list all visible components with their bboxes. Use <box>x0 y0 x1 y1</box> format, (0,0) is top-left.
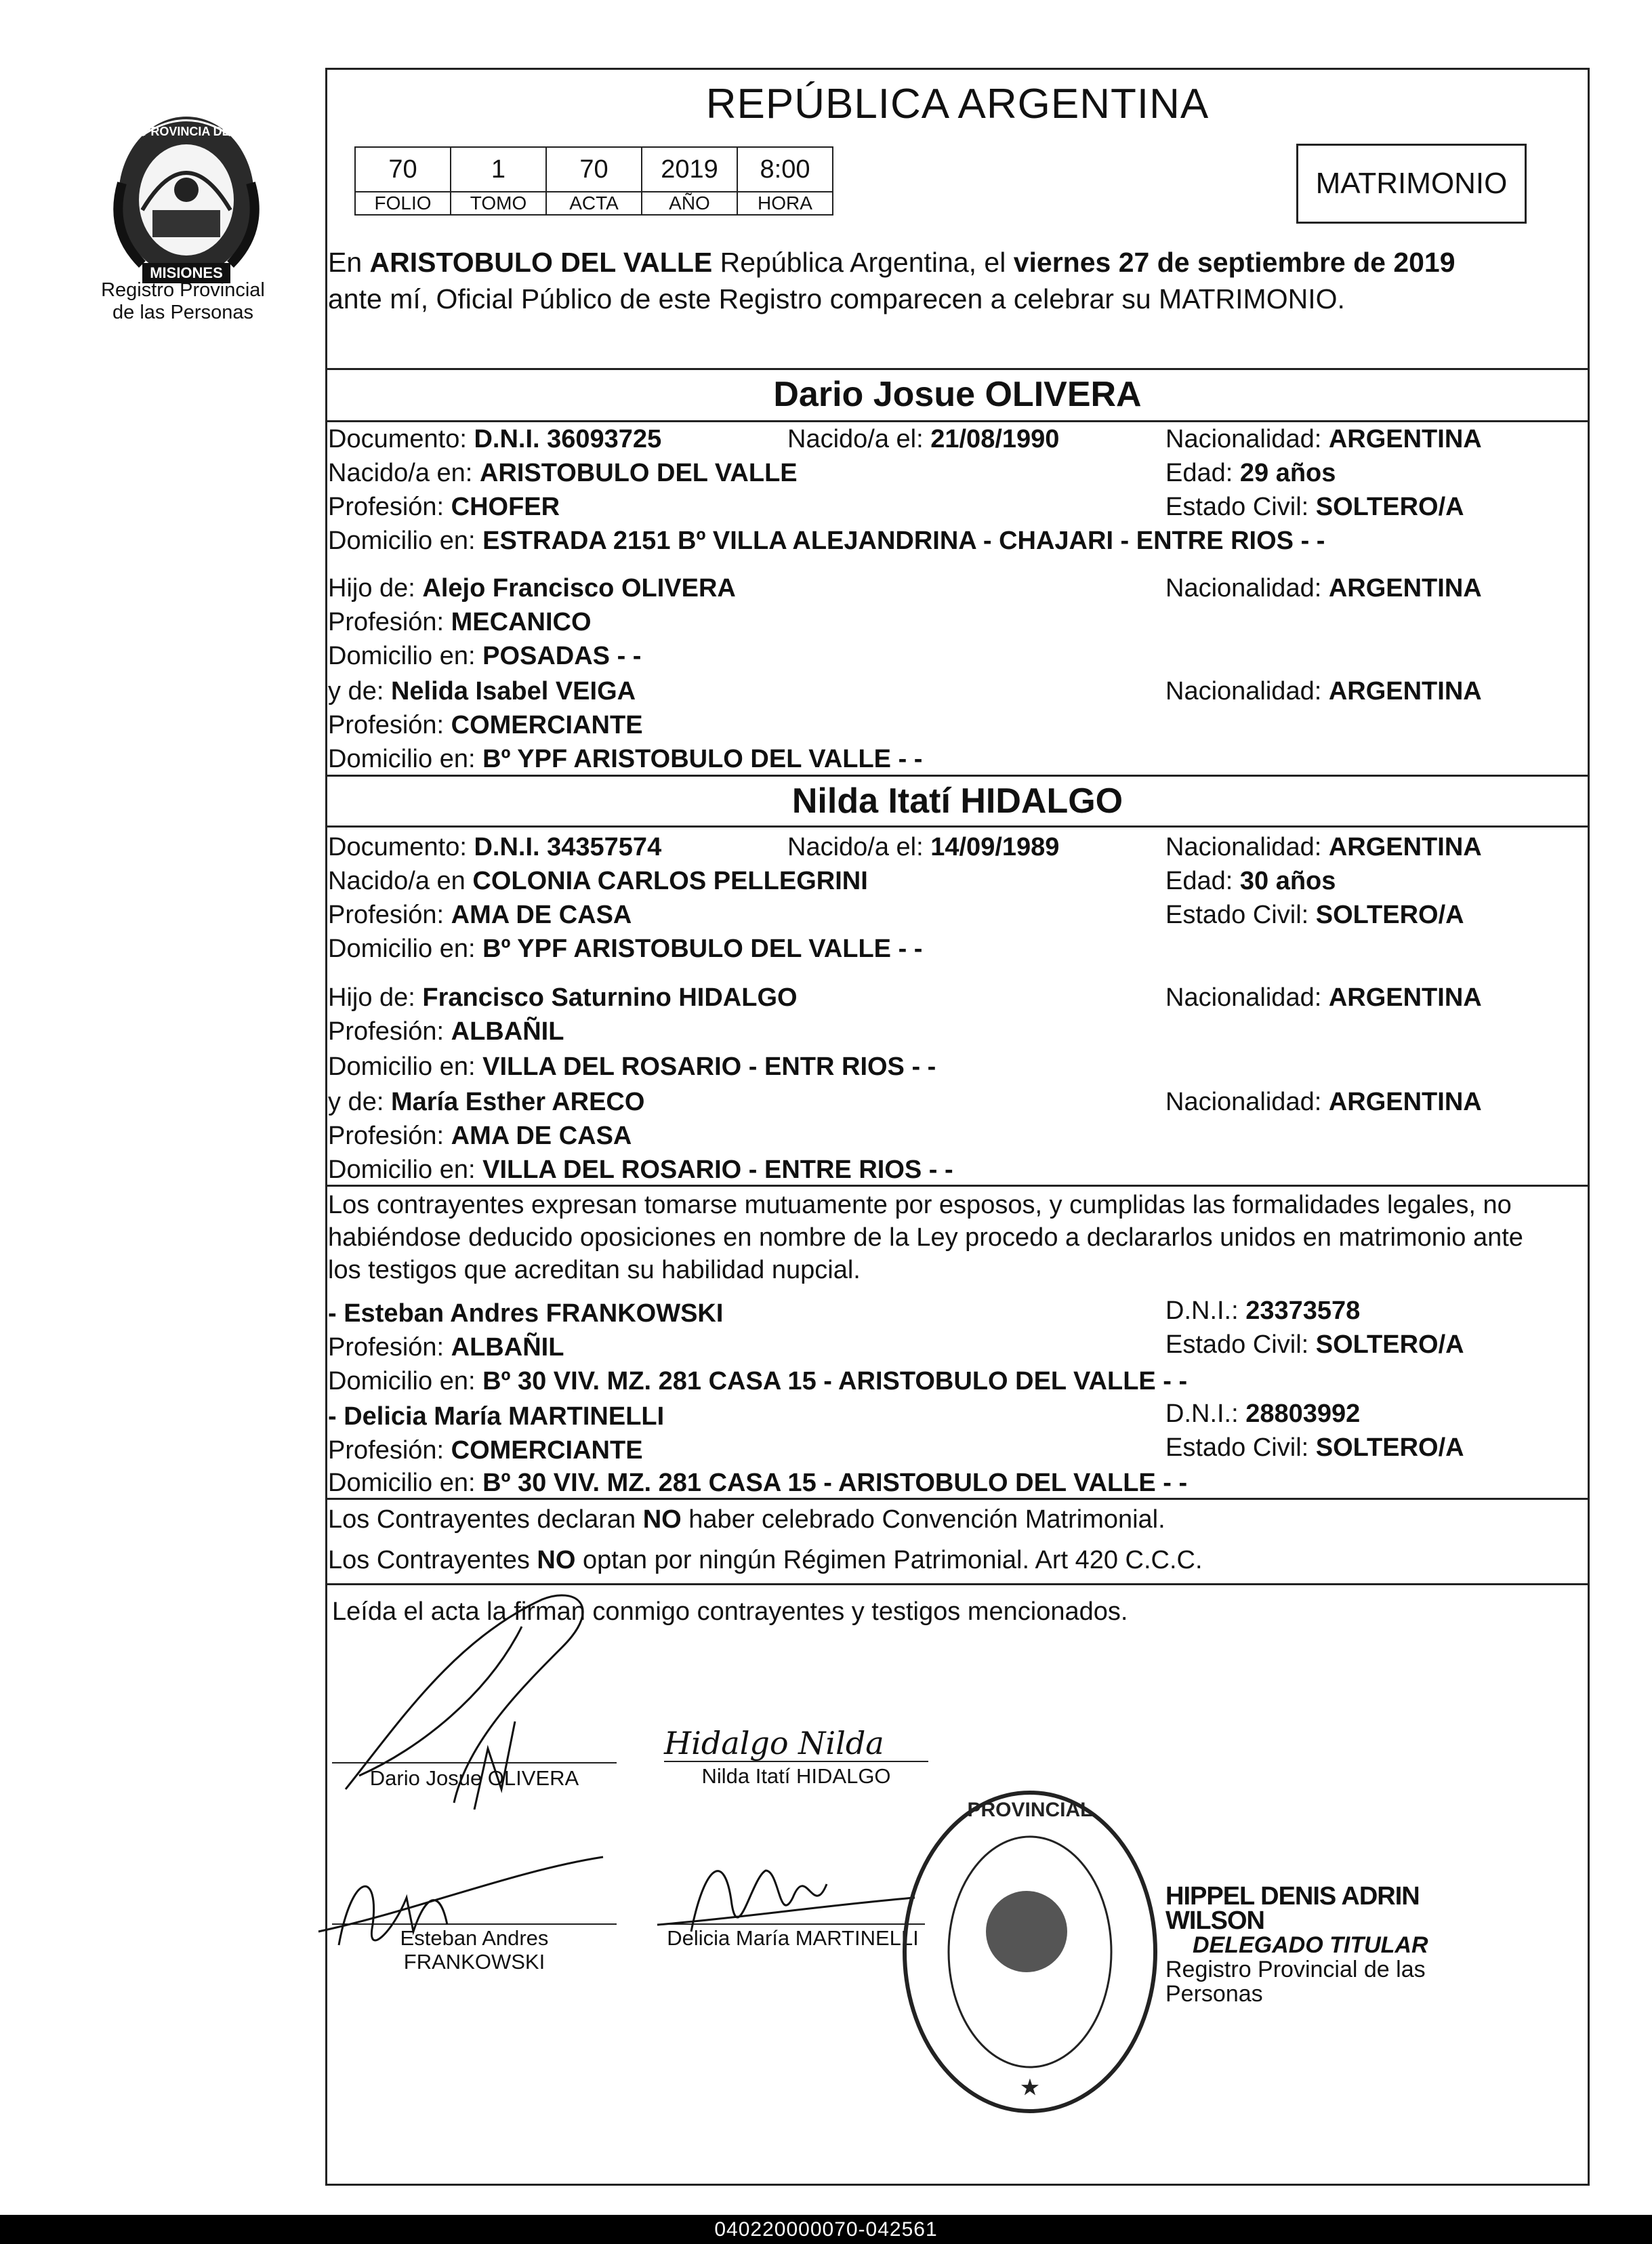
c1-madre-profesion <box>328 710 643 740</box>
value: ARGENTINA <box>1328 983 1482 1012</box>
intro-line2: ante mí, Oficial Público de este Registro comparecen a celebrar su MATRIMONIO. <box>328 283 1345 314</box>
declaracion-line: habiéndose deducido oposiciones en nombre de la Ley procedo a declararlos unidos en matrimonio ante <box>328 1223 1523 1252</box>
folio-table <box>354 146 833 216</box>
tomo-value: 1 <box>451 147 546 192</box>
value: COMERCIANTE <box>451 711 643 739</box>
svg-text:MISIONES: MISIONES <box>150 264 223 281</box>
registro-line1: Registro Provincial <box>101 279 265 301</box>
label: y de: <box>328 1088 384 1116</box>
contrayente1-name: Dario Josue OLIVERA <box>773 375 1142 414</box>
label: Domicilio en: <box>328 1469 476 1497</box>
label: Nacionalidad: <box>1165 574 1322 603</box>
testigo2-dni <box>1165 1399 1360 1429</box>
sig1-label: Dario Josue OLIVERA <box>369 1766 579 1790</box>
value: ARGENTINA <box>1328 574 1482 603</box>
testigo1-domicilio <box>328 1366 1187 1396</box>
c1-madre <box>328 676 636 706</box>
label: Estado Civil: <box>1165 1433 1309 1462</box>
testigo1-dni <box>1165 1296 1360 1326</box>
c1-padre-domicilio <box>328 641 641 671</box>
label: Nacionalidad: <box>1165 1088 1322 1116</box>
value: ARGENTINA <box>1328 677 1482 706</box>
intro-line1 <box>328 244 1455 281</box>
label: Profesión: <box>328 608 445 636</box>
value: MECANICO <box>451 608 592 636</box>
label: Nacionalidad: <box>1165 425 1322 453</box>
label: D.N.I.: <box>1165 1297 1239 1325</box>
folio-label: FOLIO <box>355 192 451 215</box>
c2-padre-domicilio <box>328 1052 936 1082</box>
label: Domicilio en: <box>328 642 476 670</box>
label: Profesión: <box>328 711 445 739</box>
c1-domicilio <box>328 526 1325 556</box>
text: optan por ningún Régimen Patrimonial. Art 420 C.C.C. <box>575 1546 1203 1574</box>
label: Domicilio en: <box>328 527 476 555</box>
registro-provincial-label <box>75 279 291 324</box>
value: D.N.I. 36093725 <box>474 425 662 453</box>
label: Nacido/a el: <box>787 425 924 453</box>
signature-scribble-3 <box>312 1830 623 1965</box>
c1-profesion <box>328 492 560 522</box>
value: COLONIA CARLOS PELLEGRINI <box>472 867 868 895</box>
value: ARGENTINA <box>1328 425 1482 453</box>
label: Profesión: <box>328 901 445 929</box>
value: ALBAÑIL <box>451 1017 564 1046</box>
label: Edad: <box>1165 459 1233 487</box>
label: Profesión: <box>328 1333 445 1362</box>
hora-label: HORA <box>737 192 833 215</box>
tomo-label: TOMO <box>451 192 546 215</box>
declaracion-line: los testigos que acreditan su habilidad nupcial. <box>328 1256 861 1284</box>
label: Domicilio en: <box>328 1367 476 1395</box>
value: Bº 30 VIV. MZ. 281 CASA 15 - ARISTOBULO DEL VALLE - - <box>482 1469 1188 1497</box>
acta-type-box <box>1296 144 1527 224</box>
c2-profesion <box>328 900 632 930</box>
label: Hijo de: <box>328 983 415 1012</box>
c1-documento <box>328 424 661 454</box>
value: AMA DE CASA <box>451 1122 632 1150</box>
declaracion <box>328 1189 1588 1286</box>
c1-padre-nacionalidad <box>1165 573 1482 603</box>
convencion-line2 <box>328 1545 1203 1575</box>
sig4-label: Delicia María MARTINELLI <box>667 1926 919 1950</box>
intro-place: ARISTOBULO DEL VALLE <box>369 247 713 278</box>
value: 29 años <box>1239 459 1336 487</box>
c2-madre-nacionalidad <box>1165 1087 1482 1117</box>
page-title: REPÚBLICA ARGENTINA <box>705 81 1210 127</box>
intro-text: En <box>328 247 370 278</box>
value: Nelida Isabel VEIGA <box>390 677 636 706</box>
label: Profesión: <box>328 1122 445 1150</box>
value: ALBAÑIL <box>451 1333 564 1362</box>
c2-nacido-en <box>328 866 868 896</box>
hora-value: 8:00 <box>737 147 833 192</box>
value: POSADAS - - <box>482 642 642 670</box>
value: VILLA DEL ROSARIO - ENTR RIOS - - <box>482 1053 936 1081</box>
label: Estado Civil: <box>1165 493 1309 521</box>
label: Edad: <box>1165 867 1233 895</box>
label: Profesión: <box>328 493 445 521</box>
value: SOLTERO/A <box>1315 901 1464 929</box>
value: CHOFER <box>451 493 560 521</box>
delegado-title: DELEGADO TITULAR <box>1193 1932 1428 1958</box>
value: Bº YPF ARISTOBULO DEL VALLE - - <box>482 745 923 773</box>
label: Nacionalidad: <box>1165 677 1322 706</box>
c1-nacido-el <box>787 424 1059 454</box>
registry-stamp <box>888 1776 1172 2128</box>
c2-padre-profesion <box>328 1017 564 1046</box>
c2-padre <box>328 983 798 1013</box>
svg-text:PROVINCIAL: PROVINCIAL <box>967 1799 1093 1821</box>
divider <box>325 1185 1590 1187</box>
label: Hijo de: <box>328 574 415 603</box>
value: ARGENTINA <box>1328 1088 1482 1116</box>
acta-value: 70 <box>546 147 642 192</box>
value: VILLA DEL ROSARIO - ENTRE RIOS - - <box>482 1156 953 1184</box>
text: Los Contrayentes declaran <box>328 1505 643 1534</box>
label: Domicilio en: <box>328 1156 476 1184</box>
c1-madre-domicilio <box>328 744 922 774</box>
intro-date: viernes 27 de septiembre de 2019 <box>1013 247 1455 278</box>
label: Domicilio en: <box>328 935 476 963</box>
svg-text:★: ★ <box>1020 2077 1039 2099</box>
delegado-name: HIPPEL DENIS ADRIN WILSON <box>1165 1882 1420 1935</box>
registro-line2: de las Personas <box>112 302 253 323</box>
value: 23373578 <box>1245 1297 1361 1325</box>
value: ESTRADA 2151 Bº VILLA ALEJANDRINA - CHAJARI - ENTRE RIOS - - <box>482 527 1325 555</box>
value: SOLTERO/A <box>1315 1330 1464 1359</box>
contrayente2-name: Nilda Itatí HIDALGO <box>791 781 1123 821</box>
c1-padre-profesion <box>328 607 592 637</box>
value: Alejo Francisco OLIVERA <box>422 574 736 603</box>
c2-nacido-el <box>787 832 1059 862</box>
value: ARGENTINA <box>1328 833 1482 861</box>
testigo2-estado <box>1165 1433 1464 1463</box>
label: Domicilio en: <box>328 1053 476 1081</box>
value: Francisco Saturnino HIDALGO <box>422 983 798 1012</box>
c2-edad <box>1165 866 1336 896</box>
value: Bº YPF ARISTOBULO DEL VALLE - - <box>482 935 923 963</box>
testigo2-name: - Delicia María MARTINELLI <box>328 1402 665 1431</box>
sig3-line1: Esteban Andres <box>400 1926 549 1950</box>
divider <box>325 420 1590 422</box>
anio-label: AÑO <box>642 192 737 215</box>
acta-label: ACTA <box>546 192 642 215</box>
text: haber celebrado Convención Matrimonial. <box>681 1505 1165 1534</box>
document-code: 040220000070-042561 <box>0 2215 1652 2244</box>
label: Estado Civil: <box>1165 1330 1309 1359</box>
divider <box>325 1498 1590 1500</box>
value: 14/09/1989 <box>930 833 1060 861</box>
convencion-line1 <box>328 1505 1165 1534</box>
label: Nacido/a el: <box>787 833 924 861</box>
delegado-block <box>1165 1884 1491 2006</box>
value: SOLTERO/A <box>1315 1433 1464 1462</box>
c1-madre-nacionalidad <box>1165 676 1482 706</box>
label: Profesión: <box>328 1436 445 1465</box>
testigo1-name: - Esteban Andres FRANKOWSKI <box>328 1299 724 1328</box>
text: NO <box>537 1546 576 1574</box>
divider <box>325 1583 1590 1585</box>
value: D.N.I. 34357574 <box>474 833 662 861</box>
c2-documento <box>328 832 661 862</box>
value: COMERCIANTE <box>451 1436 643 1465</box>
value: ARISTOBULO DEL VALLE <box>479 459 798 487</box>
c2-estado-civil <box>1165 900 1464 930</box>
label: Nacido/a en: <box>328 459 473 487</box>
declaracion-line: Los contrayentes expresan tomarse mutuamente por esposos, y cumplidas las formalidades legales, no <box>328 1191 1512 1219</box>
label: Estado Civil: <box>1165 901 1309 929</box>
firmas-intro: Leída el acta la firman conmigo contrayentes y testigos mencionados. <box>332 1597 1128 1626</box>
testigo2-domicilio <box>328 1468 1187 1498</box>
label: Profesión: <box>328 1017 445 1046</box>
label: Nacido/a en <box>328 867 466 895</box>
divider <box>325 825 1590 828</box>
c2-madre-profesion <box>328 1121 632 1151</box>
c2-madre <box>328 1087 644 1117</box>
anio-value: 2019 <box>642 147 737 192</box>
divider <box>325 368 1590 370</box>
label: Nacionalidad: <box>1165 833 1322 861</box>
label: D.N.I.: <box>1165 1400 1239 1428</box>
text: Los Contrayentes <box>328 1546 537 1574</box>
testigo1-profesion <box>328 1332 564 1362</box>
c1-nacionalidad <box>1165 424 1482 454</box>
sig3-line2: FRANKOWSKI <box>403 1950 545 1974</box>
svg-text:PROVINCIA DE: PROVINCIA DE <box>142 125 230 138</box>
acta-type: MATRIMONIO <box>1315 167 1508 200</box>
sig2-handwritten: Hidalgo Nilda <box>664 1725 884 1761</box>
value: Bº 30 VIV. MZ. 281 CASA 15 - ARISTOBULO DEL VALLE - - <box>482 1367 1188 1395</box>
testigo1-estado <box>1165 1330 1464 1360</box>
c1-edad <box>1165 458 1336 488</box>
value: SOLTERO/A <box>1315 493 1464 521</box>
label: y de: <box>328 677 384 706</box>
delegado-org: Registro Provincial de las Personas <box>1165 1957 1426 2007</box>
provincia-misiones-emblem <box>102 108 271 291</box>
value: 30 años <box>1239 867 1336 895</box>
text: NO <box>642 1505 682 1534</box>
c1-nacido-en <box>328 458 798 488</box>
value: AMA DE CASA <box>451 901 632 929</box>
label: Domicilio en: <box>328 745 476 773</box>
value: 21/08/1990 <box>930 425 1060 453</box>
sig2-label: Nilda Itatí HIDALGO <box>701 1764 891 1788</box>
c2-nacionalidad <box>1165 832 1482 862</box>
label: Documento: <box>328 425 467 453</box>
signature-scribble-4 <box>644 1823 928 1959</box>
value: 28803992 <box>1245 1400 1361 1428</box>
c2-padre-nacionalidad <box>1165 983 1482 1013</box>
testigo2-profesion <box>328 1435 643 1465</box>
c2-domicilio <box>328 934 922 964</box>
c1-padre <box>328 573 736 603</box>
signature-scribble-1 <box>318 1586 644 1810</box>
intro-text: República Argentina, el <box>712 247 1014 278</box>
divider <box>325 775 1590 777</box>
label: Nacionalidad: <box>1165 983 1322 1012</box>
label: Documento: <box>328 833 467 861</box>
value: María Esther ARECO <box>390 1088 645 1116</box>
c2-madre-domicilio <box>328 1155 953 1185</box>
c1-estado-civil <box>1165 492 1464 522</box>
folio-value: 70 <box>355 147 451 192</box>
